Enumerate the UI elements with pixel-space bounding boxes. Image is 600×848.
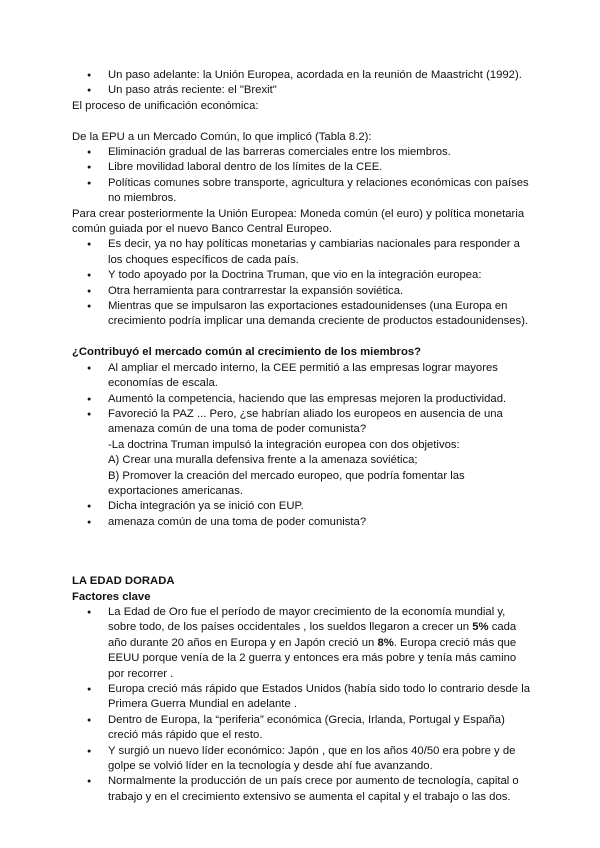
list-item: ● Políticas comunes sobre transporte, agricultura y relaciones económicas con países no miembros. <box>72 176 532 207</box>
list-question-continued <box>72 499 532 530</box>
document-page <box>72 68 532 805</box>
list-item: ● Aumentó la competencia, haciendo que las empresas mejoren la productividad. <box>72 392 532 407</box>
list-item: ● Otra herramienta para contrarrestar la expansión soviética. <box>72 284 532 299</box>
paragraph-epu: De la EPU a un Mercado Común, lo que implicó (Tabla 8.2): <box>72 130 372 143</box>
spacer <box>72 530 532 574</box>
sub-line: B) Promover la creación del mercado europeo, que podría fomentar las exportaciones americanas. <box>108 469 465 497</box>
sub-line: A) Crear una muralla defensiva frente a la amenaza soviética; <box>108 454 418 467</box>
text-run: cada año durante 20 años en Europa y en Japón creció un <box>108 621 517 649</box>
list-item: ● Dentro de Europa, la “periferia” económica (Grecia, Irlanda, Portugal y España) creció más rápido que el resto. <box>72 713 532 744</box>
list-golden-age <box>72 605 532 805</box>
paragraph-unificacion: El proceso de unificación económica: <box>72 99 259 112</box>
list-item: ● Favoreció la PAZ ... Pero, ¿se habrían aliado los europeos en ausencia de una amenaza común de una toma de poder comunista? <box>72 407 532 438</box>
list-item <box>72 605 532 682</box>
list-top <box>72 68 532 99</box>
list-item: ● Normalmente la producción de un país crece por aumento de tecnología, capital o trabajo y en el crecimiento extensivo se aumenta el capital y el trabajo o las dos. <box>72 774 532 805</box>
text-run: . Europa creció más que EEUU porque venía de la 2 guerra y entonces era más pobre y tenía más camino por recorrer . <box>108 636 517 680</box>
bold-figure: 8% <box>377 636 394 649</box>
list-item: ● Libre movilidad laboral dentro de los límites de la CEE. <box>72 160 532 175</box>
list-ue <box>72 237 532 329</box>
sub-line: -La doctrina Truman impulsó la integración europea con dos objetivos: <box>108 438 460 451</box>
subsection-title: Factores clave <box>72 590 151 603</box>
list-item: ● Eliminación gradual de las barreras comerciales entre los miembros. <box>72 145 532 160</box>
list-item: ● Europa creció más rápido que Estados Unidos (había sido todo lo contrario desde la Primera Guerra Mundial en adelante . <box>72 682 532 713</box>
list-item: ● Dicha integración ya se inició con EUP. <box>72 499 532 514</box>
list-item: ● Mientras que se impulsaron las exportaciones estadounidenses (una Europa en crecimiento podría implicar una demanda creciente de productos estadounidenses). <box>72 299 532 330</box>
text-run: La Edad de Oro fue el período de mayor crecimiento de la economía mundial y, sobre todo, de los países occidentales , los sueldos llegaron a crecer un <box>108 605 506 634</box>
list-item: ● Un paso atrás reciente: el "Brexit" <box>72 83 532 98</box>
spacer <box>72 114 532 129</box>
list-item: ● Al ampliar el mercado interno, la CEE permitió a las empresas lograr mayores economías de escala. <box>72 361 532 392</box>
section-title: LA EDAD DORADA <box>72 575 175 588</box>
list-item: ● Y surgió un nuevo líder económico: Japón , que en los años 40/50 era pobre y de golpe se volvió líder en la tecnología y desde ahí fue avanzando. <box>72 744 532 775</box>
list-item: ● Un paso adelante: la Unión Europea, acordada en la reunión de Maastricht (1992). <box>72 68 532 83</box>
list-item: ● Y todo apoyado por la Doctrina Truman, que vio en la integración europea: <box>72 268 532 283</box>
list-item: ● amenaza común de una toma de poder comunista? <box>72 515 532 530</box>
spacer <box>72 330 532 345</box>
list-epu <box>72 145 532 207</box>
question-heading: ¿Contribuyó el mercado común al crecimiento de los miembros? <box>72 346 422 359</box>
list-item: ● Es decir, ya no hay políticas monetarias y cambiarias nacionales para responder a los choques específicos de cada país. <box>72 237 532 268</box>
bold-figure: 5% <box>472 621 489 634</box>
list-question <box>72 361 532 438</box>
paragraph-ue: Para crear posteriormente la Unión Europea: Moneda común (el euro) y política monetaria común guiada por el nuevo Banco Central Europeo. <box>72 207 525 236</box>
